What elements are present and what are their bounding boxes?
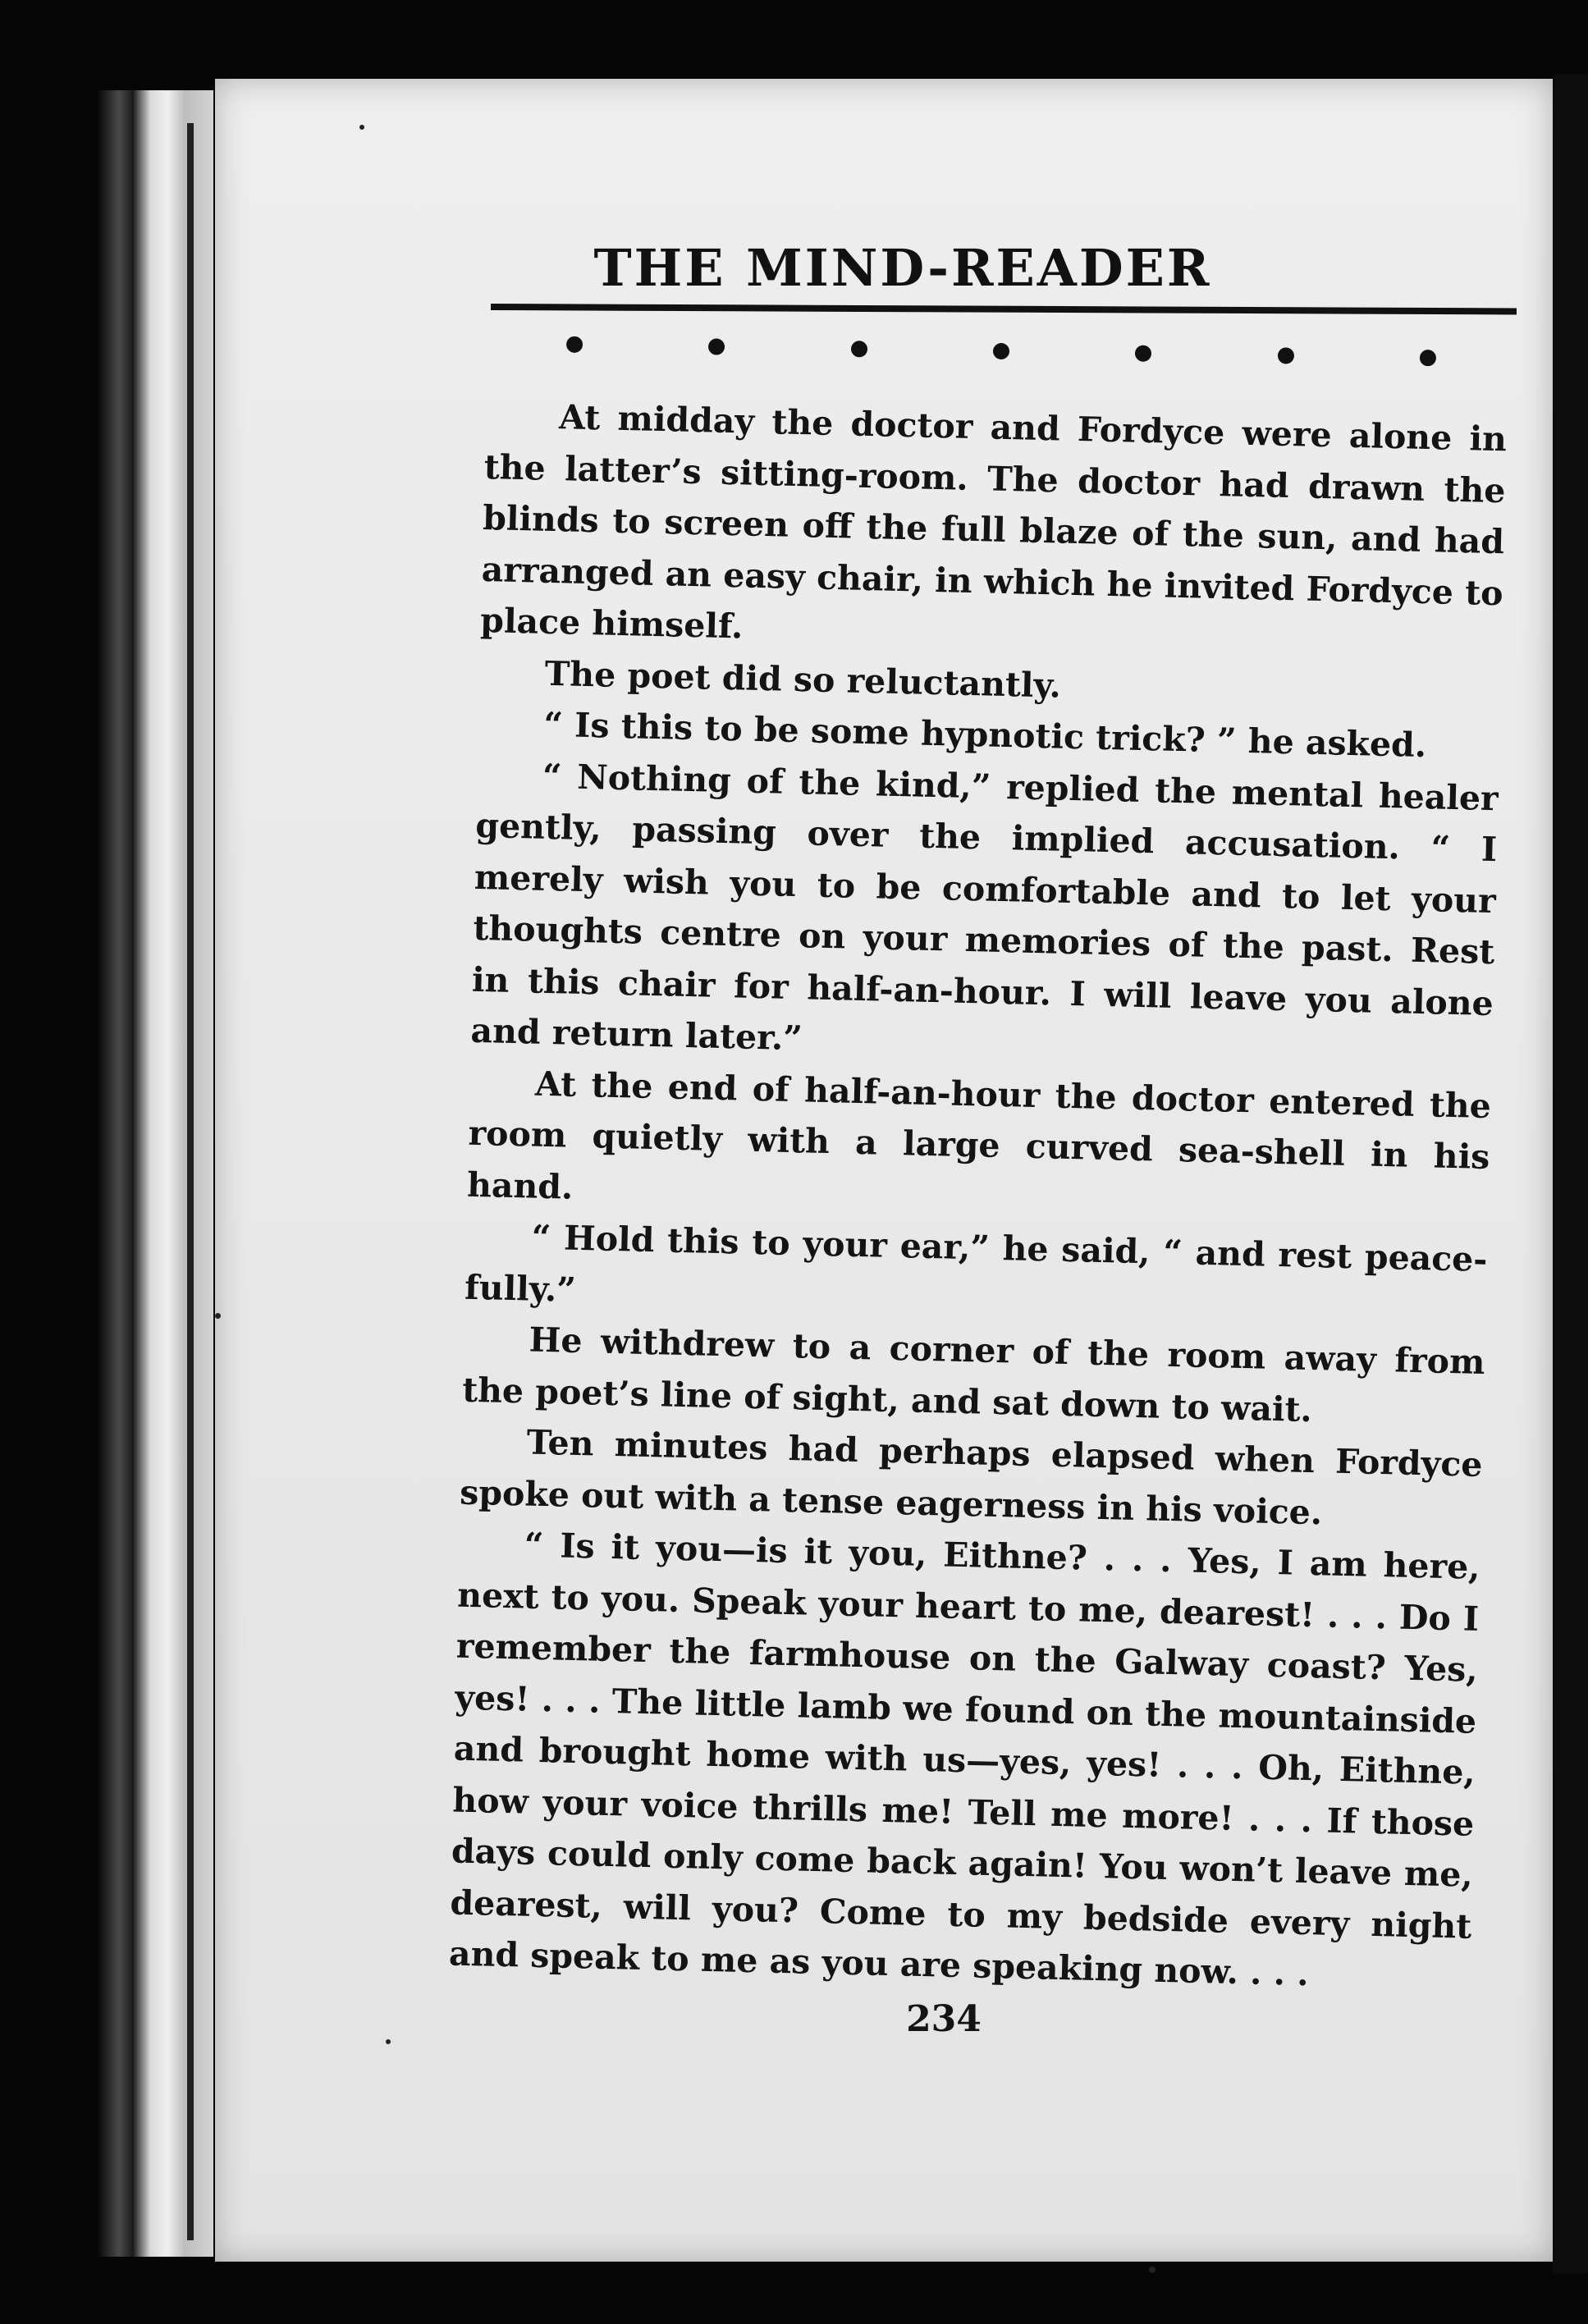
paragraph: “ Is this to be some hypnotic trick? ” he asked.: [542, 704, 1427, 766]
scan-speck: [386, 2039, 391, 2044]
running-head: THE MIND-READER: [593, 238, 1212, 298]
scan-speck: [359, 125, 364, 130]
scan-speck: [1149, 2267, 1156, 2273]
page-number: 234: [906, 1998, 982, 2040]
paragraph: “ Is it you—is it you, Eithne? . . . Yes, I am here, next to you. Speak your heart to me, dearest! . . . Do I remember the farmhouse on the Galway coast? Yes, yes! . . . The little lamb we found on the mountainside and brought home with us—yes, yes! . . . Oh, Eithne, how your voice thrills me! Tell me more! . . . If those days could only come back again! You won’t leave me, dearest, will you? Come to my bedside every night and speak to me as you are speaking now. . . .: [448, 1525, 1481, 1994]
paragraph: He withdrew to a corner of the room away from the poet’s line of sight, and sat down to wait.: [461, 1320, 1485, 1430]
paragraph: Ten minutes had perhaps elapsed when Fordyce spoke out with a tense eagerness in his voice.: [459, 1422, 1484, 1532]
paragraph: “ Nothing of the kind,” replied the mental healer gently, passing over the implied accusation. “ I merely wish you to be comfortable and to let your thoughts centre on your memories of the past. Rest in this chair for half-an-hour. I will leave you alone and return later.”: [470, 756, 1499, 1059]
paragraph: The poet did so reluctantly.: [544, 653, 1062, 706]
body-text: [448, 390, 1507, 2003]
paragraph: At the end of half-an-hour the doctor entered the room quietly with a large curved sea-shell in his hand.: [466, 1064, 1492, 1207]
paragraph: At midday the doctor and Fordyce were alone in the latter’s sitting-room. The doctor had drawn the blinds to screen off the full blaze of the sun, and had arranged an easy chair, in which he invited Fordyce to place himself.: [479, 397, 1508, 647]
binding-gutter-line: [187, 123, 194, 2240]
book-binding-edge: [98, 90, 213, 2257]
scan-speck: [215, 1313, 221, 1319]
paragraph: “ Hold this to your ear,” he said, “ and rest peacefully.”: [464, 1217, 1488, 1310]
scan-border-right: [1553, 74, 1588, 2273]
